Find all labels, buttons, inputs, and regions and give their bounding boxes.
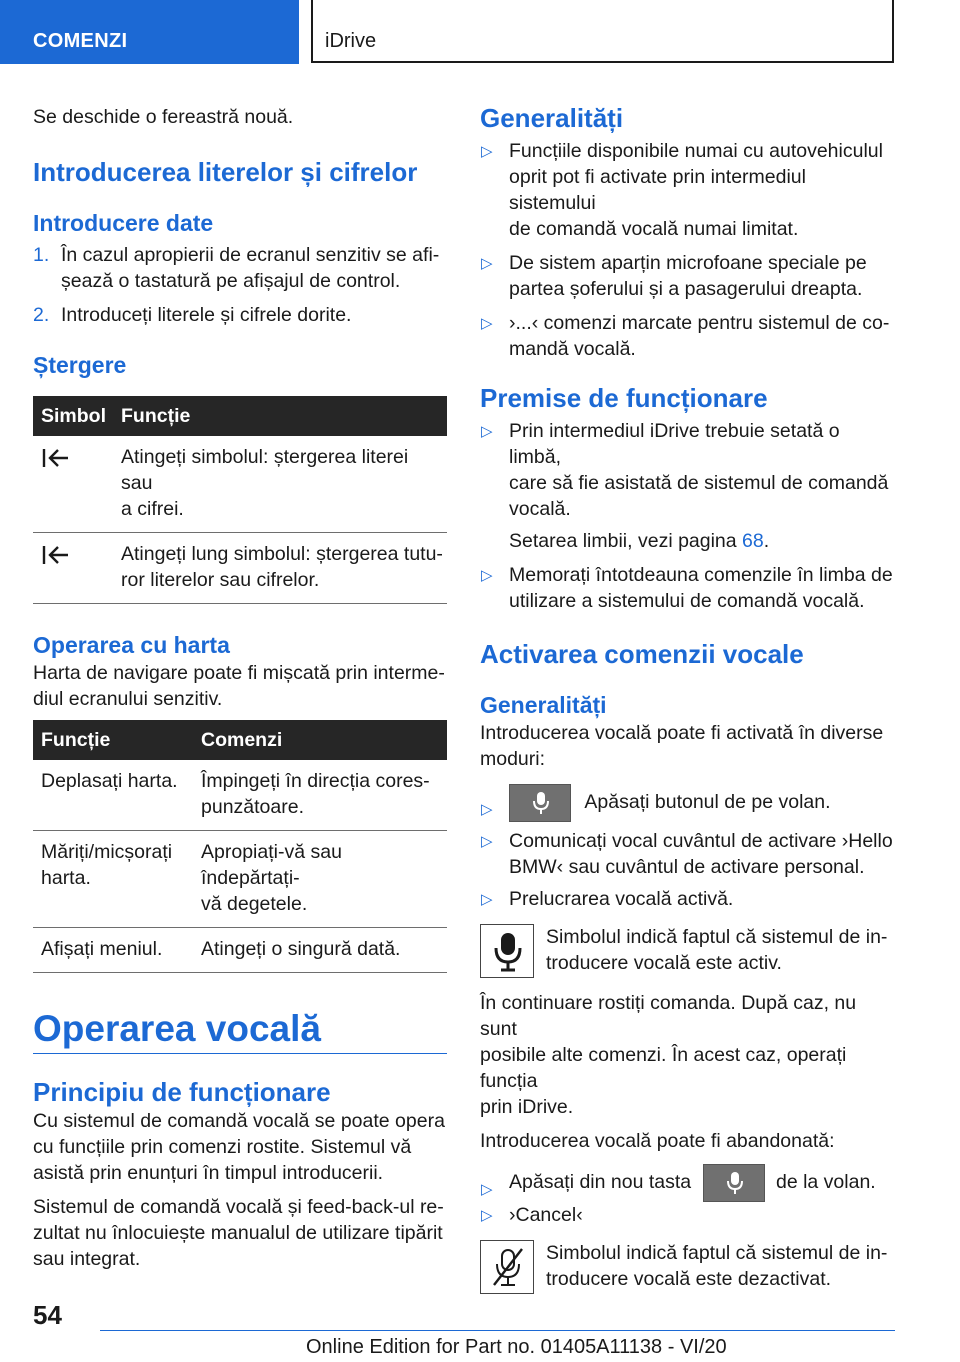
intro-text: Se deschide o fereastră nouă. xyxy=(33,106,294,128)
activate-list xyxy=(480,782,895,912)
mic-active-box xyxy=(480,924,534,978)
bullet-triangle-icon: ▷ xyxy=(481,143,493,160)
section-tab xyxy=(0,0,299,64)
input-steps xyxy=(33,242,447,328)
command-cell: Atingeți o singură dată. xyxy=(193,928,447,973)
mic-off-box xyxy=(480,1240,534,1294)
mic-off-row xyxy=(480,1240,895,1294)
section-title: COMENZI xyxy=(33,30,128,52)
list-item: ▷ Prin intermediul iDrive trebuie setată o limbă, care să fie asistată de sistemul de comandă vocală. Setarea limbii, vezi pagina 68. xyxy=(480,418,895,554)
chapter-tab xyxy=(311,0,894,63)
step-number: 1. xyxy=(33,244,50,266)
delete-table xyxy=(33,396,447,604)
table-row xyxy=(33,760,447,831)
bullet-triangle-icon: ▷ xyxy=(481,891,493,908)
continue-text: În continuare rostiți comanda. După caz, nu sunt posibile alte comenzi. În acest caz, operați funcția prin iDrive. xyxy=(480,992,857,1118)
function-cell: Deplasați harta. xyxy=(33,760,193,831)
heading-activate: Activarea comenzii vocale xyxy=(480,639,804,669)
heading-general: Generalități xyxy=(480,103,624,133)
bullet-triangle-icon: ▷ xyxy=(481,423,493,440)
bullet-triangle-icon: ▷ xyxy=(481,1181,493,1198)
symbol-cell xyxy=(33,436,113,533)
microphone-icon xyxy=(531,791,551,815)
heading-map: Operarea cu harta xyxy=(33,632,230,658)
table-row xyxy=(33,436,447,533)
mic-active-text: Simbolul indică faptul că sistemul de in‐ troducere vocală este activ. xyxy=(546,926,888,974)
edition-text: Online Edition for Part no. 01405A11138 - VI/20 xyxy=(306,1336,727,1358)
col-header-function: Funcție xyxy=(113,396,447,436)
function-cell: Măriți/micșorați harta. xyxy=(33,831,193,928)
bullet-triangle-icon: ▷ xyxy=(481,255,493,272)
heading-general-2: Generalități xyxy=(480,692,607,718)
step-item: 2. Introduceți literele și cifrele dorite. xyxy=(33,304,352,326)
function-cell: Afișați meniul. xyxy=(33,928,193,973)
bullet-triangle-icon: ▷ xyxy=(481,801,493,818)
bullet-triangle-icon: ▷ xyxy=(481,567,493,584)
map-table xyxy=(33,720,447,973)
bullet-triangle-icon: ▷ xyxy=(481,315,493,332)
list-item: ▷ ›...‹ comenzi marcate pentru sistemul de co‐ mandă vocală. xyxy=(481,312,890,360)
backspace-icon xyxy=(41,543,71,567)
symbol-cell xyxy=(33,533,113,604)
function-cell: Atingeți simbolul: ștergerea literei sau a cifrei. xyxy=(113,436,447,533)
general-list xyxy=(480,138,895,362)
mic-off-text: Simbolul indică faptul că sistemul de in‐ troducere vocală este dezactivat. xyxy=(546,1242,888,1290)
step-item: 1. În cazul apropierii de ecranul senzitiv se afi‐ șează o tastatură pe afișajul de control. xyxy=(33,244,440,292)
bullet-triangle-icon: ▷ xyxy=(481,833,493,850)
abandon-list xyxy=(480,1162,895,1228)
list-item: ▷ Apăsați butonul de pe volan. xyxy=(480,782,895,822)
step-number: 2. xyxy=(33,304,50,326)
chapter-title: iDrive xyxy=(325,30,377,52)
left-column xyxy=(33,100,447,1272)
heading-letters: Introducerea literelor și cifrelor xyxy=(33,157,418,187)
col-header-symbol: Simbol xyxy=(33,396,113,436)
bullet-triangle-icon: ▷ xyxy=(481,1207,493,1224)
language-reference: Setarea limbii, vezi pagina 68. xyxy=(509,530,770,552)
table-row xyxy=(33,831,447,928)
list-item: ▷ Comunicați vocal cuvântul de activare ›Hello BMW‹ sau cuvântul de activare personal. xyxy=(481,830,893,878)
col-header-function: Funcție xyxy=(33,720,193,760)
feedback-text: Sistemul de comandă vocală și feed-back-ul re‐ zultat nu înlocuiește manualul de utilizare tipărit sau integrat. xyxy=(33,1196,444,1270)
abandon-intro: Introducerea vocală poate fi abandonată: xyxy=(480,1130,835,1152)
list-item: ▷ De sistem aparțin microfoane speciale pe partea șoferului și a pasagerului dreapta. xyxy=(481,252,867,300)
list-item: ▷ Prelucrarea vocală activă. xyxy=(480,886,895,912)
heading-delete: Ștergere xyxy=(33,352,127,378)
map-text: Harta de navigare poate fi mișcată prin interme‐ diul ecranului senzitiv. xyxy=(33,662,445,710)
list-item: ▷ Memorați întotdeauna comenzile în limba de utilizare a sistemului de comandă vocală. xyxy=(481,564,893,612)
right-column xyxy=(480,100,895,1294)
list-item: ▷ ›Cancel‹ xyxy=(480,1202,895,1228)
list-item: ▷ Funcțiile disponibile numai cu autovehiculul oprit pot fi activate prin intermediul sistemului de comandă vocală numai limitat. xyxy=(481,140,883,240)
command-cell: Împingeți în direcția cores‐ punzătoare. xyxy=(193,760,447,831)
heading-principle: Principiu de funcționare xyxy=(33,1077,331,1107)
steering-voice-button xyxy=(509,784,571,822)
premises-list xyxy=(480,418,895,614)
heading-input: Introducere date xyxy=(33,210,214,236)
heading-voice-operation: Operarea vocală xyxy=(33,1007,447,1054)
principle-text: Cu sistemul de comandă vocală se poate opera cu funcțiile prin comenzi rostite. Sistemul vă asistă prin enunțuri în timpul introducerii. xyxy=(33,1110,445,1184)
list-item: ▷ Apăsați din nou tasta de la volan. xyxy=(480,1162,895,1202)
col-header-commands: Comenzi xyxy=(193,720,447,760)
microphone-icon xyxy=(725,1171,745,1195)
page-number: 54 xyxy=(33,1300,62,1330)
function-cell: Atingeți lung simbolul: ștergerea tutu‐ ror literelor sau cifrelor. xyxy=(113,533,447,604)
activate-intro: Introducerea vocală poate fi activată în diverse moduri: xyxy=(480,722,884,770)
steering-voice-button xyxy=(703,1164,765,1202)
heading-premises: Premise de funcționare xyxy=(480,383,768,413)
microphone-off-icon xyxy=(490,1247,526,1289)
mic-active-row xyxy=(480,924,895,978)
command-cell: Apropiați-vă sau îndepărtați- vă degetele. xyxy=(193,831,447,928)
footer-divider xyxy=(100,1330,895,1331)
table-row xyxy=(33,533,447,604)
table-row xyxy=(33,928,447,973)
page-link[interactable]: 68 xyxy=(742,530,764,552)
microphone-icon xyxy=(490,931,526,973)
backspace-icon xyxy=(41,446,71,470)
